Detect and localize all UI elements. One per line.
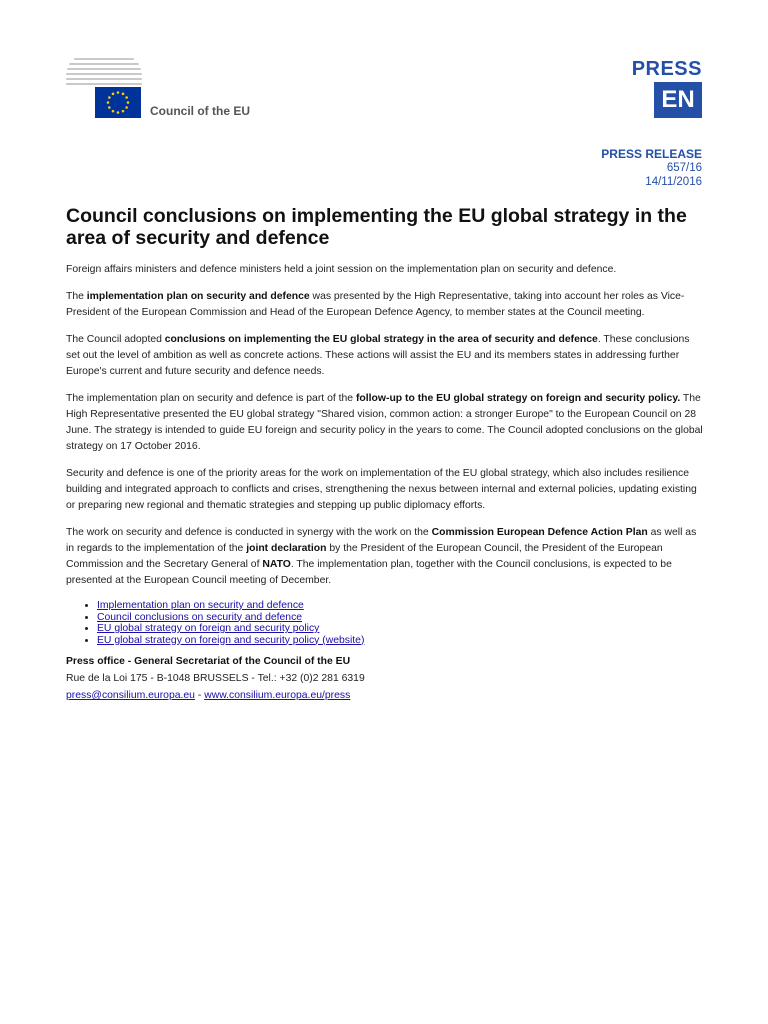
p6-bold-action-plan: Commission European Defence Action Plan [431, 527, 648, 538]
flag-star [125, 96, 128, 99]
release-info [601, 147, 702, 189]
link-global-strategy[interactable]: EU global strategy on foreign and security policy [97, 623, 320, 634]
p6-text: The work on security and defence is conducted in synergy with the work on the [66, 527, 432, 538]
contact-separator: - [194, 690, 205, 701]
list-item [97, 635, 706, 647]
p6-bold-nato: NATO [262, 559, 291, 570]
p4-text: The implementation plan on security and defence is part of the [66, 393, 356, 404]
list-item [97, 600, 706, 612]
paragraph-6 [66, 525, 706, 589]
p3-text-end: . These conclusions set out the level of ambition as well as concrete actions. These actions will assist the EU and its members states in addressing further Europe's current and future security and defence needs. [66, 334, 690, 377]
eu-flag-icon [95, 87, 141, 118]
contact-website-link[interactable]: www.consilium.europa.eu/press [204, 690, 351, 701]
flag-star [127, 101, 130, 104]
paragraph-3 [66, 332, 706, 380]
p6-text-end: . The implementation plan, together with the Council conclusions, is expected to be presented at the European Council meeting of December. [66, 559, 672, 586]
page-title: Council conclusions on implementing the EU global strategy in the area of security and defence [66, 205, 687, 249]
org-name: Council of the EU [150, 104, 250, 118]
flag-star [112, 110, 115, 113]
p4-bold: follow-up to the EU global strategy on foreign and security policy. [355, 393, 681, 404]
release-label: PRESS RELEASE [601, 147, 702, 161]
contact-email-link[interactable]: press@consilium.europa.eu [66, 690, 195, 701]
related-links [66, 600, 706, 646]
eu-stars-icon [95, 87, 141, 118]
flag-star [122, 93, 125, 96]
press-contact [66, 653, 706, 704]
logo-building-lines [66, 58, 142, 88]
flag-star [112, 93, 115, 96]
link-global-strategy-website[interactable]: EU global strategy on foreign and security policy (website) [97, 634, 365, 646]
p6-text-mid1: as well as in regards to the implementation of the [66, 527, 697, 554]
flag-star [122, 110, 125, 113]
list-item [97, 612, 706, 624]
p6-bold-joint-declaration: joint declaration [246, 543, 327, 554]
release-number: 657/16 [666, 162, 702, 174]
flag-star [107, 101, 110, 104]
flag-star [117, 91, 120, 94]
link-implementation-plan[interactable]: Implementation plan on security and defence [97, 600, 304, 611]
paragraph-1: Foreign affairs ministers and defence ministers held a joint session on the implementation plan on security and defence. [66, 264, 617, 275]
contact-address: Rue de la Loi 175 - B-1048 BRUSSELS - Tel.: +32 (0)2 281 6319 [66, 673, 365, 684]
p2-bold: implementation plan on security and defence [86, 291, 310, 302]
paragraph-5: Security and defence is one of the priority areas for the work on implementation of the EU global strategy, which also includes resilience building and integrated approach to conflicts and crises, strengthening the nexus between internal and external policies, updating existing or preparing new regional and thematic strategies and stepping up public diplomacy efforts. [66, 468, 697, 511]
flag-star [108, 96, 111, 99]
p2-text: The [66, 291, 87, 302]
flag-star [108, 106, 111, 109]
flag-star [117, 111, 120, 114]
link-council-conclusions[interactable]: Council conclusions on security and defence [97, 611, 303, 623]
article-body [66, 262, 706, 704]
p2-text-end: was presented by the High Representative, taking into account her roles as Vice-President of the European Commission and Head of the European Defence Agency, to member states at the Council meeting. [66, 291, 685, 318]
press-label: PRESS [631, 58, 702, 80]
p3-bold: conclusions on implementing the EU global strategy in the area of security and defence [164, 334, 598, 345]
p6-text-mid2: by the President of the European Council, the President of the European Commission and the Secretary General of [66, 543, 663, 570]
contact-heading: Press office - General Secretariat of the Council of the EU [66, 656, 351, 667]
p4-text-end: The High Representative presented the EU global strategy "Shared vision, common action: a stronger Europe" to the European Council on 28 June. The strategy is intended to guide EU foreign and security policy in the years to come. The Council adopted conclusions on the global strategy on 17 October 2016. [66, 393, 703, 452]
list-item [97, 623, 706, 635]
paragraph-2 [66, 289, 706, 321]
flag-star [125, 106, 128, 109]
paragraph-4 [66, 391, 706, 455]
release-date: 14/11/2016 [645, 176, 702, 188]
language-badge: EN [654, 82, 702, 118]
p3-text: The Council adopted [66, 334, 165, 345]
